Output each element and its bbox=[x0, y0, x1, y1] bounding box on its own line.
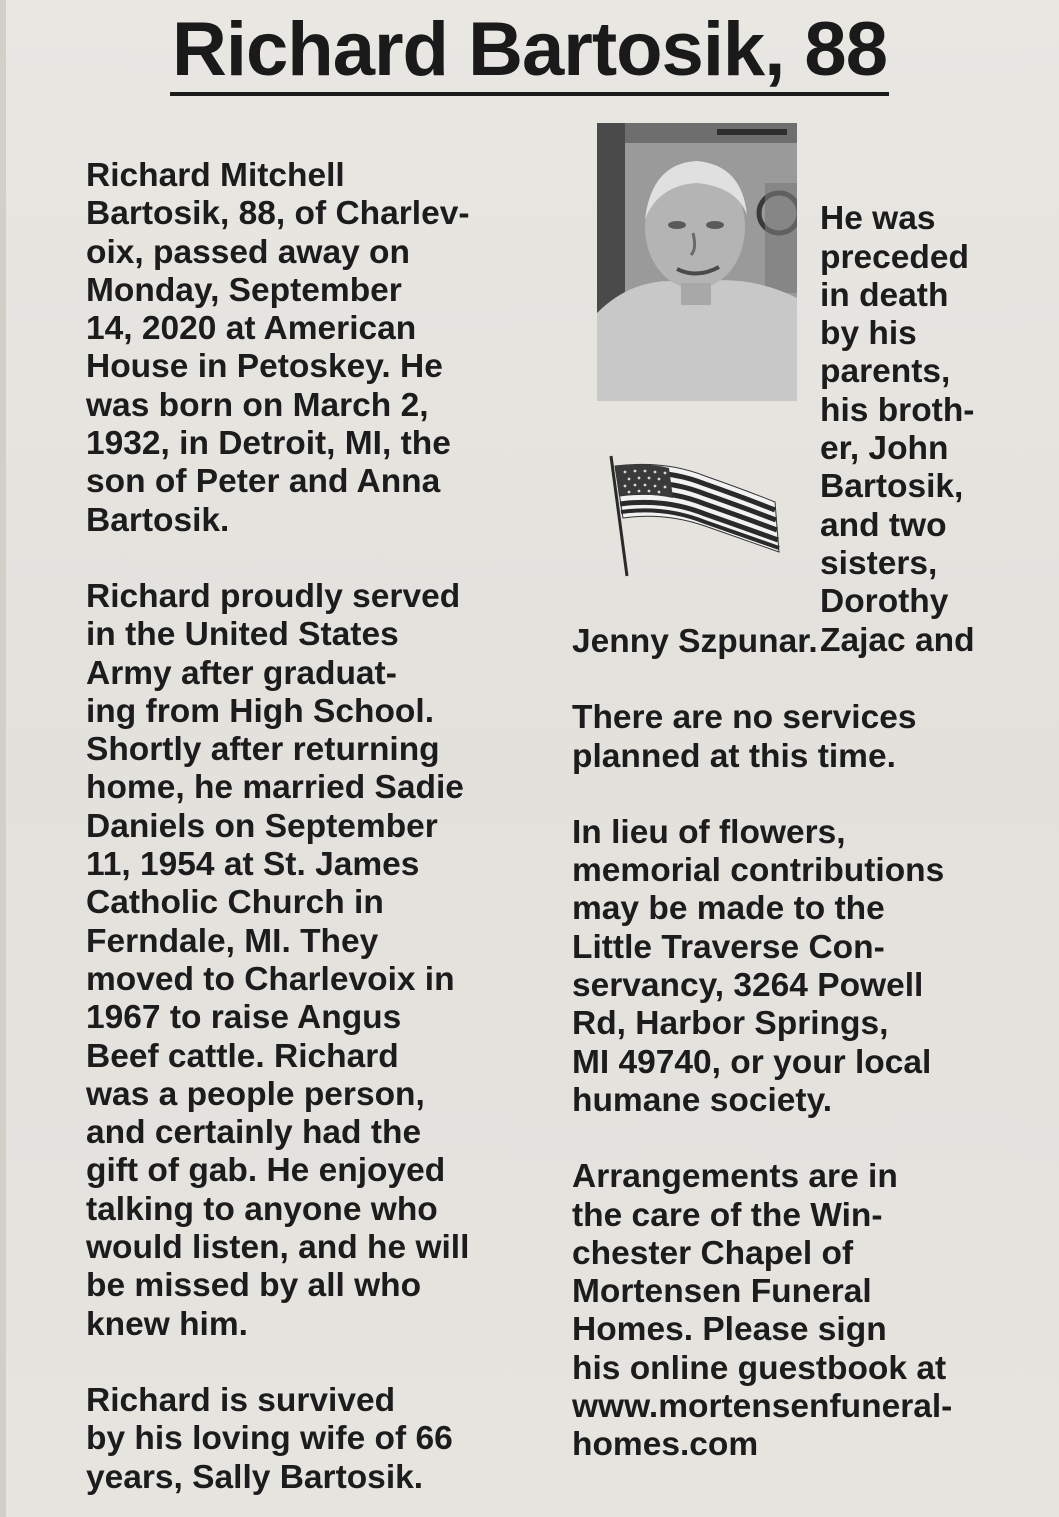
portrait-image bbox=[597, 123, 797, 401]
paragraph-survived-by: Richard is survived by his loving wife of 66 years, Sally Bartosik. bbox=[86, 1381, 453, 1496]
paragraph-military-and-life: Richard proudly served in the United States Army after graduat- ing from High School. Shortly after returning home, he married Sadie Daniels on September 11, 1954 at St. James Catholic Church in Ferndale, MI. They moved to Charlevoix in 1967 to raise Angus Beef cattle. Richard was a people person, and certainly had the gift of gab. He enjoyed talking to anyone who would listen, and he will be missed by all who knew him. bbox=[86, 577, 470, 1343]
paragraph-preceded-continued: Jenny Szpunar. bbox=[572, 623, 818, 660]
paragraph-preceded-in-death: He was preceded in death by his parents, his broth- er, John Bartosik, and two sisters, Dorothy Zajac and bbox=[820, 200, 975, 659]
beside-photo-text bbox=[820, 162, 1020, 698]
left-column bbox=[86, 157, 538, 1497]
headline-text: Richard Bartosik, 88 bbox=[170, 8, 889, 96]
headline bbox=[0, 8, 1059, 96]
paper-edge bbox=[0, 0, 6, 1517]
american-flag-icon bbox=[605, 452, 785, 582]
right-column bbox=[572, 623, 1012, 1465]
paragraph-obituary-intro: Richard Mitchell Bartosik, 88, of Charlev- oix, passed away on Monday, September 14, 2020 at American House in Petoskey. He was born on March 2, 1932, in Detroit, MI, the son of Peter and Anna Bartosik. bbox=[86, 157, 470, 539]
paragraph-arrangements: Arrangements are in the care of the Win- chester Chapel of Mortensen Funeral Homes. Please sign his online guestbook at www.mortensenfuneral- homes.com bbox=[572, 1158, 953, 1464]
paragraph-memorial-contributions: In lieu of flowers, memorial contributions may be made to the Little Traverse Con- servancy, 3264 Powell Rd, Harbor Springs, MI 49740, or your local humane society. bbox=[572, 813, 945, 1119]
portrait-photo bbox=[597, 123, 797, 401]
paragraph-no-services: There are no services planned at this time. bbox=[572, 699, 917, 775]
